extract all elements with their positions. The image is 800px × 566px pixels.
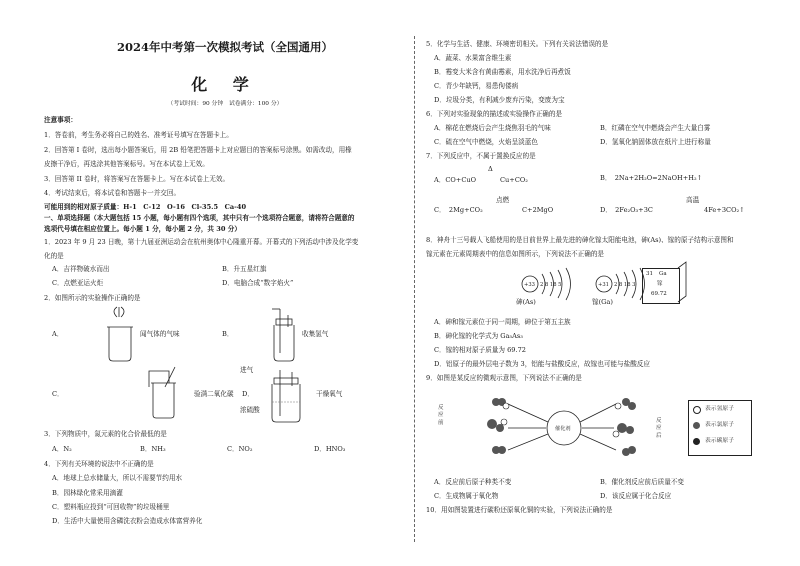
q8-option-c: C．镓的相对原子质量为 69.72 [434,346,526,354]
q1-option-a: A．吉祥物破水而出 [52,265,110,273]
q7-option-a-condition: Δ [488,165,493,173]
arsenic-label: 砷(As) [516,298,536,306]
q6-option-a: A．棉花在燃烧后会产生烧焦羽毛的气味 [434,124,551,132]
notes-heading: 注意事项： [44,116,77,124]
cell-mass: 69.72 [651,291,667,297]
note-1: 1．答卷前，考生务必将自己的姓名、准考证号填写在答题卡上。 [44,131,233,139]
reactant-label: 反应前 [438,405,444,426]
q4-option-a: A．地球上总水储量大，所以不需要节约用水 [52,474,183,482]
q2-option-d-label: D． [242,390,254,398]
co2-full-test-diagram [139,365,184,420]
legend-hydrogen: 表示氢原子 [705,406,734,412]
q9-stem: 9．如图是某反应的微观示意图，下列说法不正确的是 [426,374,582,382]
atom-legend [688,400,752,456]
section-1-line-2: 选项代号填在相应位置上。每小题 1 分，每小题 2 分，共 30 分） [44,225,241,233]
legend-carbon-icon [693,438,700,448]
q5-stem: 5．化学与生活、健康、环境密切相关。下列有关说法错误的是 [426,40,609,48]
q4-option-d: D．生活中大量使用含磷洗衣粉会造成水体富营养化 [52,517,203,525]
exam-meta: （考试时间：90 分钟 试卷满分：100 分） [167,101,283,107]
q10-stem: 10．用如图装置进行碳粉还原氧化铜的实验，下列说法正确的是 [426,506,613,514]
q7-option-c-condition: 点燃 [496,196,510,204]
legend-chlorine: 表示氯原子 [705,422,734,428]
q9-option-d: D．该反应属于化合反应 [600,492,672,500]
arsenic-shells: 2 8 18 5 [540,282,562,288]
q2-option-b-label: B． [222,330,234,338]
q1-stem: 1．2023 年 9 月 23 日晚，第十九届亚洲运动会在杭州奥体中心隆重开幕。开幕式的下列活动中涉及化学变 [44,238,359,246]
q6-stem: 6．下列对实验现象的描述或实验操作正确的是 [426,110,563,118]
section-1-line-1: 一、单项选择题（本大题包括 15 小题，每小题有四个选项，其中只有一个选项符合题意，请将符合题意的 [44,214,355,222]
q5-option-a: A．蔬菜、水果富含维生素 [434,54,512,62]
product-label: 反应后 [656,418,662,439]
q7-option-b: B． 2Na+2H₂O=2NaOH+H₂↑ [600,174,703,182]
element-cell-side [678,262,688,302]
note-4: 4．考试结束后，将本试卷和答题卡一并交回。 [44,189,181,197]
q7-option-a-right: Cu+CO₂ [500,176,528,184]
q3-option-b: B．NH₃ [140,445,166,453]
q5-option-c: C．青少年缺钙，易患佝偻病 [434,82,519,90]
q1-option-b: B．升五星红旗 [222,265,267,273]
q7-option-c-right: C+2MgO [522,206,554,214]
q2-option-a-label: A． [52,330,64,338]
q9-option-c: C．生成物属于氧化物 [434,492,499,500]
note-3: 3．回答第 II 卷时，将答案写在答题卡上。写在本试卷上无效。 [44,175,230,183]
q1-option-d: D．电脑合成“数字焰火” [222,279,294,287]
q7-option-c-left: C． 2Mg+CO₂ [434,206,483,214]
q9-option-a: A．反应前后原子种类不变 [434,478,512,486]
q1-option-c: C．点燃亚运火炬 [52,279,104,287]
q7-option-a-left: A．CO+CuO [434,176,477,184]
q8-option-a: A．砷和镓元素位于同一周期，砷位于第五主族 [434,318,571,326]
q8-option-d: D．铝原子的最外层电子数为 3，铝能与盐酸反应，故镓也可能与盐酸反应 [434,360,650,368]
q2-option-d-caption: 干燥氧气 [316,390,343,398]
q5-option-d: D．垃圾分类，有利减少废弃污染，变废为宝 [434,96,565,104]
arsenic-nucleus: +33 [524,282,535,288]
q6-option-b: B．红磷在空气中燃烧会产生大量白雾 [600,124,711,132]
q6-option-d: D．氢氧化钠固体放在纸片上进行称量 [600,138,711,146]
legend-carbon: 表示碳原子 [705,438,734,444]
reaction-micro-diagram [466,388,656,468]
catalyst-label: 催化剂 [555,426,571,432]
q7-option-d-condition: 高温 [686,196,700,204]
q4-option-c: C．塑料瓶应投到“可回收物”的垃圾桶里 [52,503,170,511]
q5-option-b: B．霉变大米含有黄曲霉素，用水洗净后再煮饭 [434,68,571,76]
q3-option-c: C．NO₂ [227,445,253,453]
gallium-shells: 2 8 18 3 [614,282,636,288]
column-divider [414,36,415,542]
subject-title: 化 学 [191,75,259,94]
cell-symbol: Ga [659,271,667,277]
q8-stem-cont: 镓元素在元素周期表中的信息如图所示，下列说法不正确的是 [426,250,605,258]
cell-atomic-number: 31 [646,271,653,277]
note-2-cont: 皮擦干净后，再选涂其他答案标号。写在本试卷上无效。 [44,160,209,168]
q8-option-b: B．砷化镓的化学式为 Ga₅As₃ [434,332,523,340]
q1-stem-cont: 化的是 [44,252,64,260]
q9-option-b: B．催化剂反应前后质量不变 [600,478,684,486]
dry-oxygen-diagram [262,370,312,425]
legend-hydrogen-icon [693,406,701,417]
gallium-label: 镓(Ga) [592,298,613,306]
cell-name: 镓 [657,281,663,287]
q3-option-d: D．HNO₃ [314,445,346,453]
q2-option-a-caption: 闻气体的气味 [140,330,180,338]
exam-title: 2024年中考第一次模拟考试（全国通用） [116,40,333,54]
legend-chlorine-icon [693,422,700,432]
q2-option-d-acid: 浓硫酸 [240,406,260,414]
q7-option-d-right: 4Fe+3CO₂↑ [704,206,745,214]
collect-hydrogen-diagram [262,305,302,365]
q4-option-b: B．园林绿化常采用滴灌 [52,489,123,497]
q3-option-a: A．N₂ [52,445,72,453]
q2-option-c-caption: 验满二氧化碳 [194,390,234,398]
q2-option-b-caption: 收集氢气 [302,330,329,338]
atomic-masses: 可能用到的相对原子质量：H-1 C-12 O-16 Cl-35.5 Ca-40 [44,203,247,211]
q2-stem: 2．如图所示的实验操作正确的是 [44,294,141,302]
q4-stem: 4．下列有关环境的说法中不正确的是 [44,460,154,468]
q7-stem: 7．下列反应中，不属于置换反应的是 [426,152,536,160]
q8-stem: 8．神舟十三号载人飞船使用的是目前世界上最先进的砷化镓太阳能电池，砷(As)、镓的原子结构示意图和 [426,236,734,244]
gallium-element-cell [642,268,680,304]
note-2: 2．回答第 I 卷时，选出每小题答案后，用 2B 铅笔把答题卡上对应题目的答案标号涂黑。如需改动，用橡 [44,146,352,154]
q7-option-d-left: D． 2Fe₂O₃+3C [600,206,653,214]
q6-option-c: C．硫在空气中燃烧，火焰呈淡蓝色 [434,138,538,146]
smell-gas-diagram [99,305,139,365]
q2-option-d-inlet: 进气 [240,366,254,374]
gallium-nucleus: +31 [598,282,609,288]
q2-option-c-label: C． [52,390,64,398]
q3-stem: 3．下列物质中，氮元素的化合价最低的是 [44,430,167,438]
